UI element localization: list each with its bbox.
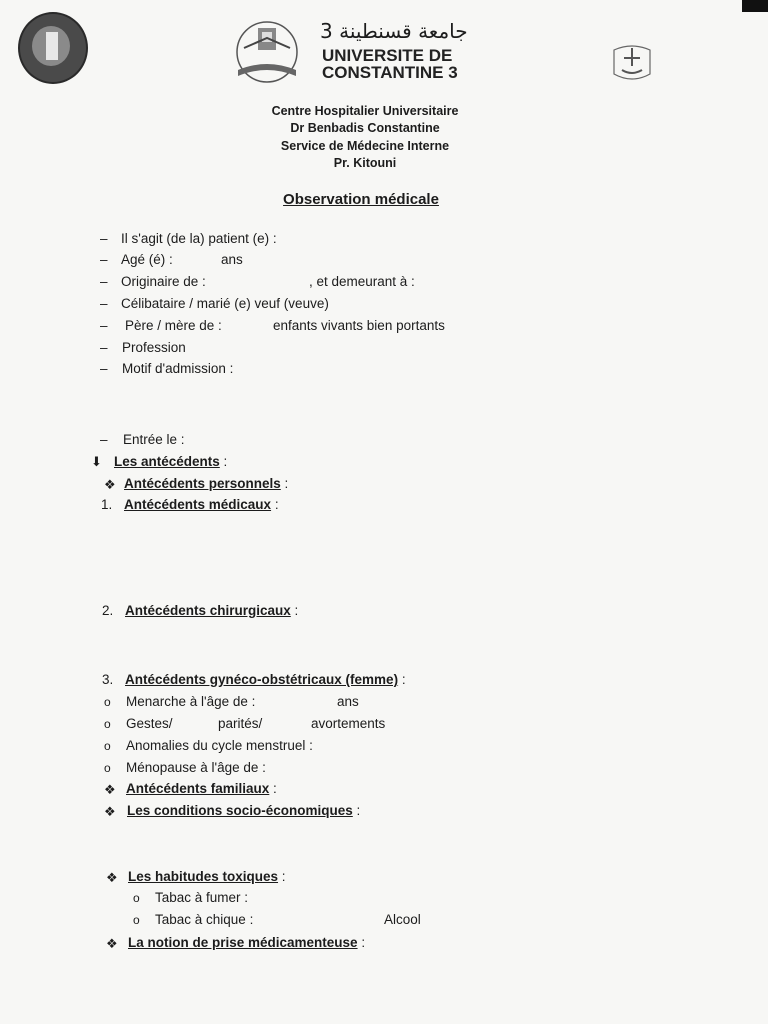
scan-corner-mark bbox=[742, 0, 768, 12]
menarche-field-label: Menarche à l'âge de : bbox=[126, 694, 256, 709]
family-antecedents-heading: Antécédents familiaux : bbox=[126, 781, 277, 796]
personal-antecedents-heading: Antécédents personnels : bbox=[124, 476, 289, 491]
chewing-tobacco-label: Tabac à chique : bbox=[155, 912, 254, 927]
list-number: 1. bbox=[101, 497, 113, 512]
menarche-unit: ans bbox=[337, 694, 359, 709]
circle-bullet: o bbox=[104, 695, 111, 709]
parites-label: parités/ bbox=[218, 716, 263, 731]
marital-status-label: Célibataire / marié (e) veuf (veuve) bbox=[121, 296, 329, 311]
gyneco-antecedents-heading: Antécédents gynéco-obstétricaux (femme) : bbox=[125, 672, 406, 687]
university-emblem-icon bbox=[218, 18, 316, 84]
dash-bullet: – bbox=[100, 432, 108, 447]
residence-field-label: , et demeurant à : bbox=[309, 274, 415, 289]
dash-bullet: – bbox=[100, 340, 108, 355]
circle-bullet: o bbox=[104, 717, 111, 731]
dash-bullet: – bbox=[100, 361, 108, 376]
dash-bullet: – bbox=[100, 274, 108, 289]
age-unit: ans bbox=[221, 252, 243, 267]
dash-bullet: – bbox=[100, 296, 108, 311]
diamond-bullet-icon: ❖ bbox=[104, 477, 116, 492]
institution-line: Pr. Kitouni bbox=[333, 156, 397, 170]
medication-heading: La notion de prise médicamenteuse : bbox=[128, 935, 366, 950]
smoking-tobacco-label: Tabac à fumer : bbox=[155, 890, 249, 905]
toxic-habits-heading: Les habitudes toxiques : bbox=[128, 869, 286, 884]
dash-bullet: – bbox=[100, 252, 108, 267]
antecedents-heading: Les antécédents : bbox=[114, 454, 228, 469]
diamond-bullet-icon: ❖ bbox=[106, 870, 118, 885]
socio-economic-heading: Les conditions socio-économiques : bbox=[127, 803, 361, 818]
left-seal-icon bbox=[18, 12, 88, 84]
surgical-antecedents-heading: Antécédents chirurgicaux : bbox=[125, 603, 299, 618]
profession-field-label: Profession bbox=[122, 340, 186, 355]
institution-line: Centre Hospitalier Universitaire bbox=[271, 104, 459, 118]
circle-bullet: o bbox=[104, 739, 111, 753]
arrow-bullet-icon: ⬇ bbox=[91, 454, 102, 469]
admission-reason-label: Motif d'admission : bbox=[122, 361, 234, 376]
menopause-field-label: Ménopause à l'âge de : bbox=[126, 760, 266, 775]
entry-date-label: Entrée le : bbox=[123, 432, 185, 447]
diamond-bullet-icon: ❖ bbox=[104, 804, 116, 819]
origin-field-label: Originaire de : bbox=[121, 274, 206, 289]
right-emblem-icon bbox=[608, 40, 656, 88]
avortements-label: avortements bbox=[311, 716, 386, 731]
dash-bullet: – bbox=[100, 318, 108, 333]
institution-line: Dr Benbadis Constantine bbox=[290, 121, 440, 135]
list-number: 3. bbox=[102, 672, 114, 687]
gestes-label: Gestes/ bbox=[126, 716, 173, 731]
parent-field-label: Père / mère de : bbox=[125, 318, 222, 333]
institution-line: Service de Médecine Interne bbox=[280, 139, 450, 153]
patient-field-label: Il s'agit (de la) patient (e) : bbox=[121, 231, 277, 246]
diamond-bullet-icon: ❖ bbox=[106, 936, 118, 951]
circle-bullet: o bbox=[133, 891, 140, 905]
list-number: 2. bbox=[102, 603, 114, 618]
alcohol-label: Alcool bbox=[384, 912, 421, 927]
circle-bullet: o bbox=[133, 913, 140, 927]
university-arabic-name: جامعة قسنطينة 3 bbox=[320, 19, 468, 43]
children-text: enfants vivants bien portants bbox=[273, 318, 445, 333]
cycle-anomalies-label: Anomalies du cycle menstruel : bbox=[126, 738, 313, 753]
medical-antecedents-heading: Antécédents médicaux : bbox=[124, 497, 279, 512]
university-name: UNIVERSITE DE CONSTANTINE 3 bbox=[322, 46, 458, 82]
diamond-bullet-icon: ❖ bbox=[104, 782, 116, 797]
age-field-label: Agé (é) : bbox=[121, 252, 173, 267]
page-title: Observation médicale bbox=[283, 191, 439, 208]
dash-bullet: – bbox=[100, 231, 108, 246]
circle-bullet: o bbox=[104, 761, 111, 775]
